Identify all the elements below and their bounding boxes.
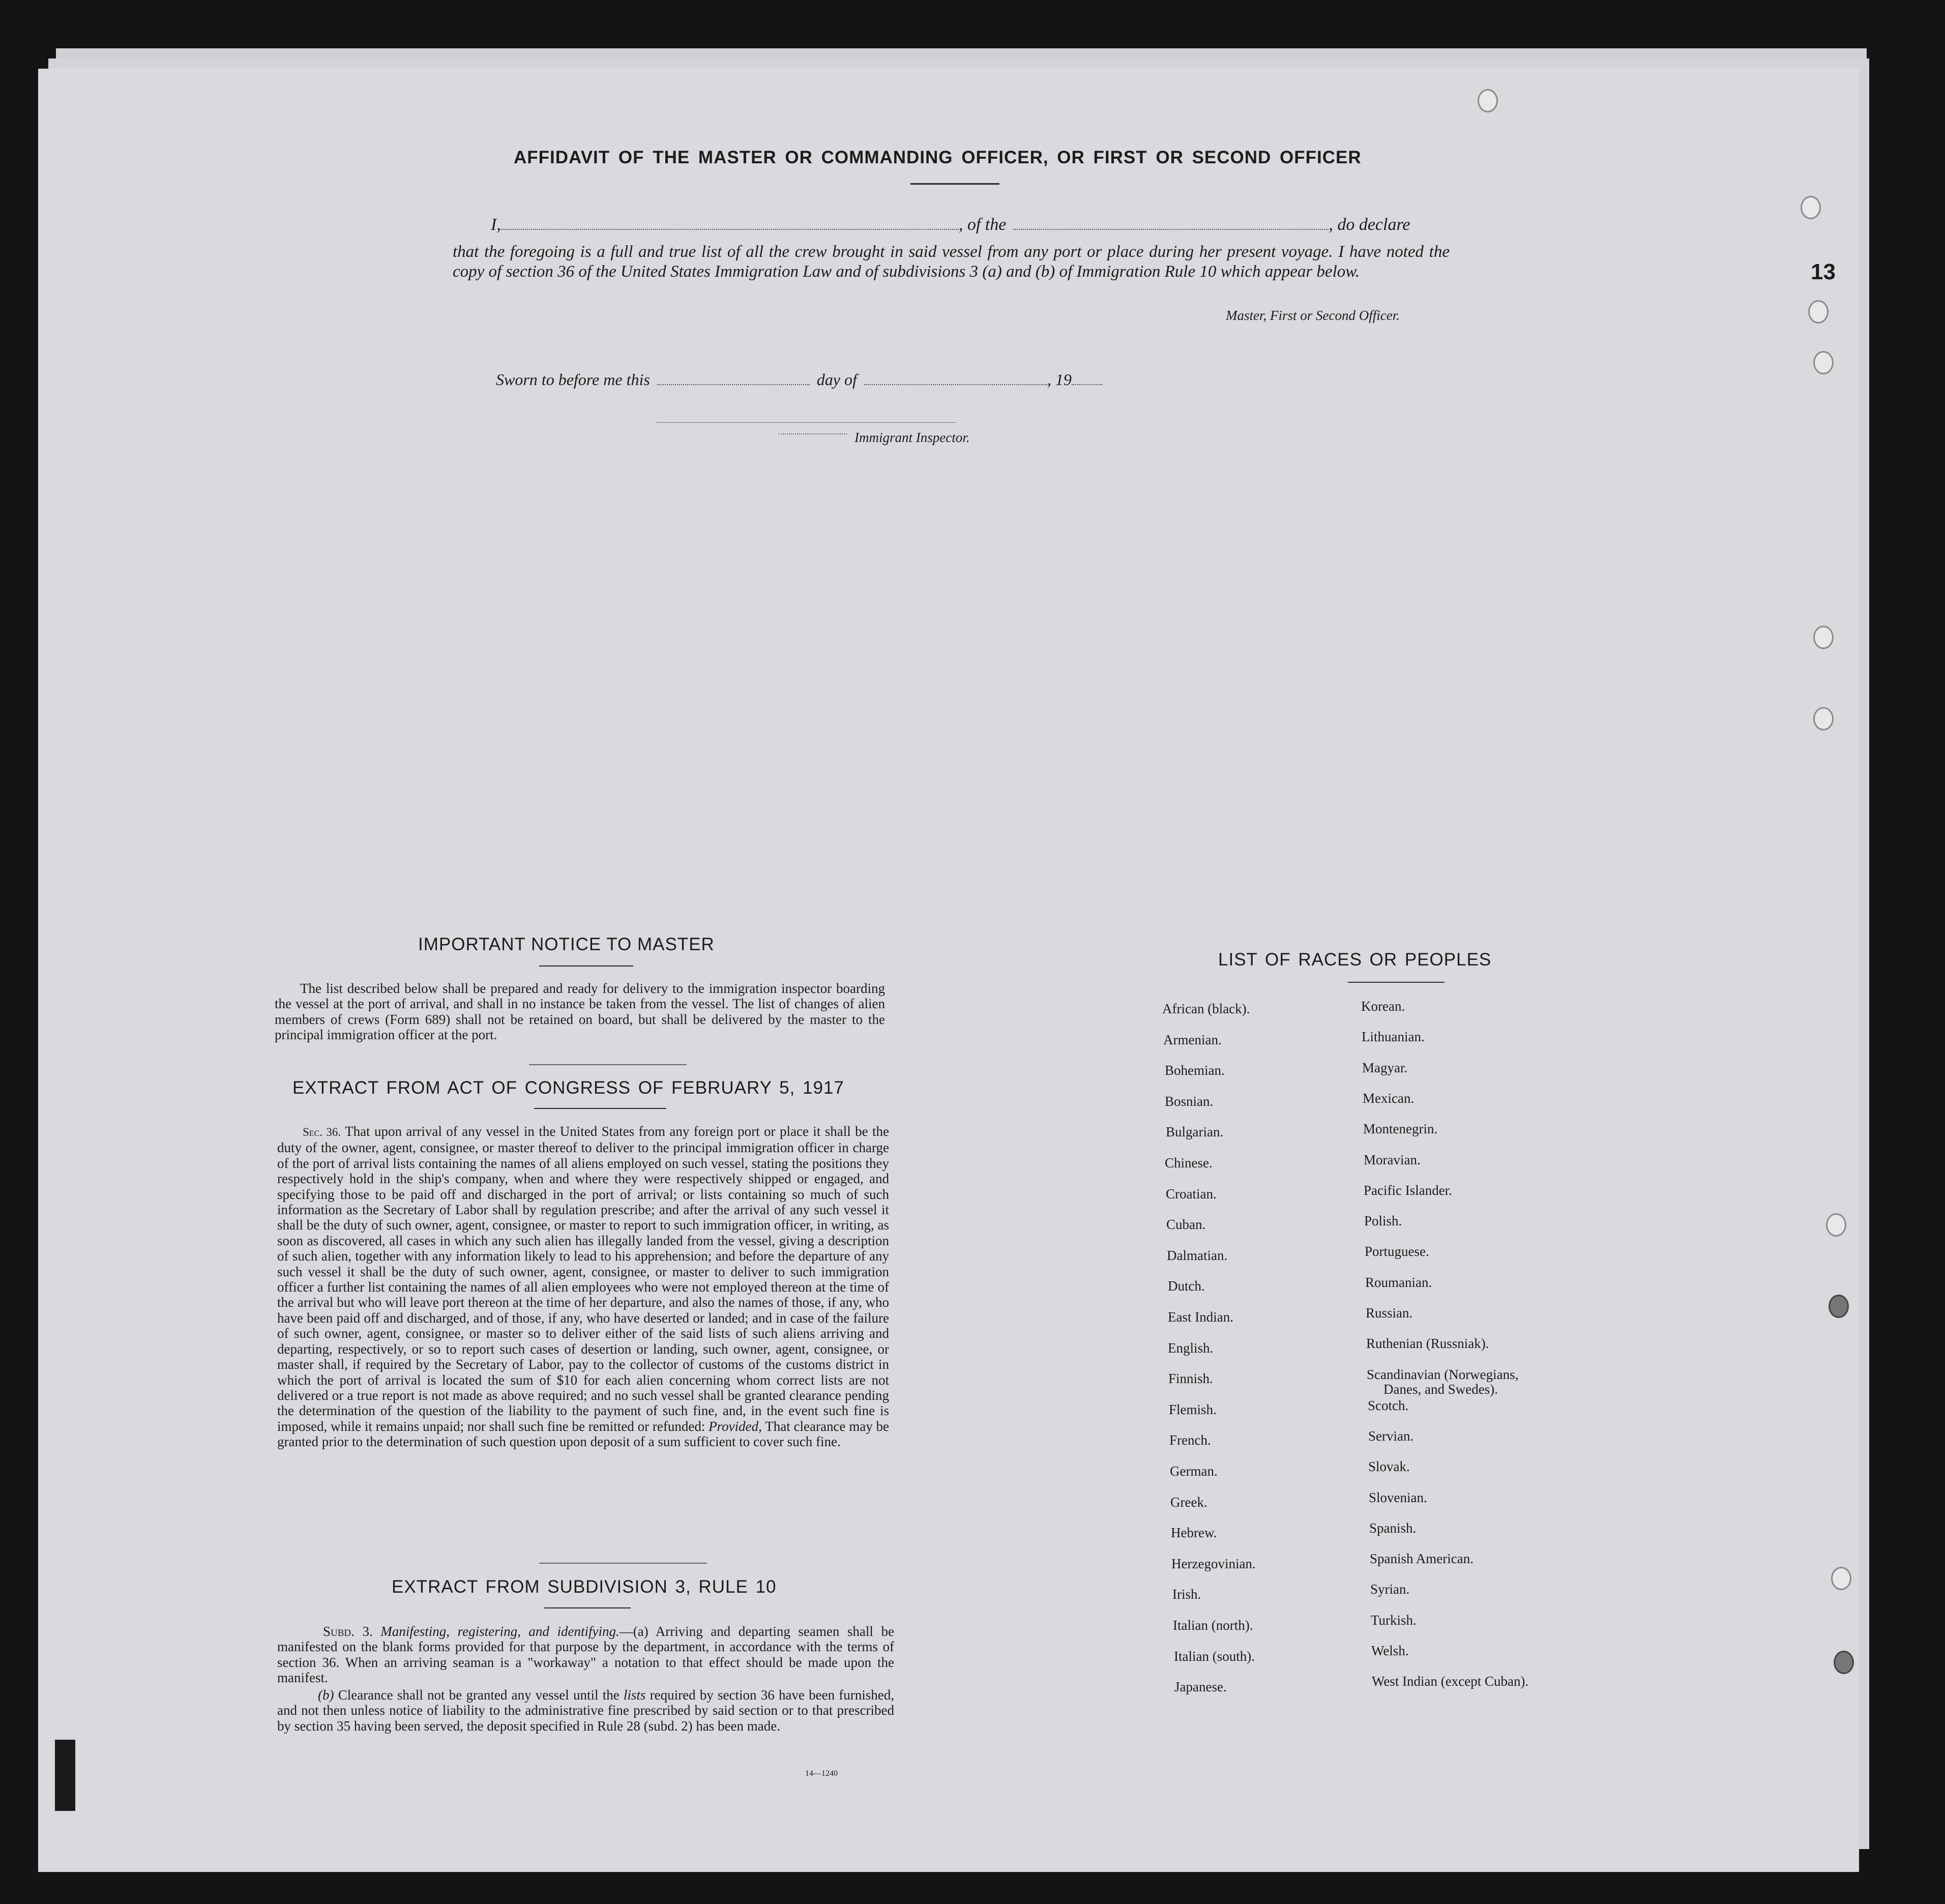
sec-label: Sec. 36. xyxy=(303,1126,341,1138)
rule-para-a xyxy=(277,1624,894,1686)
race-item: Slovak. xyxy=(1368,1459,1410,1475)
race-item: Magyar. xyxy=(1362,1060,1408,1075)
race-item: English. xyxy=(1168,1340,1214,1356)
sworn-prefix: Sworn to before me this xyxy=(496,370,650,389)
race-item: Spanish. xyxy=(1369,1520,1417,1536)
month-blank xyxy=(864,371,1047,385)
race-item: Danes, and Swedes). xyxy=(1383,1381,1498,1397)
race-item: Korean. xyxy=(1361,999,1405,1014)
binder-hole xyxy=(1834,1651,1854,1674)
binder-hole xyxy=(1808,300,1829,324)
race-item: Russian. xyxy=(1366,1305,1413,1321)
race-item: Polish. xyxy=(1364,1213,1402,1229)
race-item: Welsh. xyxy=(1371,1643,1409,1658)
race-item: Scotch. xyxy=(1368,1397,1409,1413)
sworn-line xyxy=(496,370,1102,389)
rule-para-b xyxy=(277,1687,894,1734)
race-item: Bohemian. xyxy=(1165,1063,1225,1078)
notice-title: IMPORTANT NOTICE TO MASTER xyxy=(418,934,715,954)
race-item: Mexican. xyxy=(1363,1090,1414,1106)
notice-divider xyxy=(529,1064,687,1065)
inspector-label: Immigrant Inspector. xyxy=(854,430,970,445)
para-b-text-1: Clearance shall not be granted any vessel until the xyxy=(338,1687,620,1703)
race-item: Herzegovinian. xyxy=(1171,1556,1256,1571)
race-item: Croatian. xyxy=(1166,1186,1217,1202)
act-divider xyxy=(539,1563,707,1564)
race-item: Irish. xyxy=(1172,1587,1201,1602)
race-item: Armenian. xyxy=(1163,1032,1222,1047)
race-item: Italian (north). xyxy=(1173,1618,1253,1633)
affidavit-do-declare: , do declare xyxy=(1329,215,1410,234)
affidavit-i: I, xyxy=(491,215,501,234)
race-item: Moravian. xyxy=(1364,1152,1421,1167)
inspector-dots xyxy=(778,433,847,434)
race-item: Pacific Islander. xyxy=(1364,1182,1452,1198)
race-item: Montenegrin. xyxy=(1363,1121,1438,1137)
race-item: Turkish. xyxy=(1371,1612,1417,1628)
para-b-label: (b) xyxy=(318,1687,334,1703)
affidavit-title: AFFIDAVIT OF THE MASTER OR COMMANDING OFFICER, OR FIRST OR SECOND OFFICER xyxy=(514,148,1362,167)
race-item: Portuguese. xyxy=(1365,1244,1429,1259)
day-blank xyxy=(657,371,810,385)
year-blank xyxy=(1072,371,1102,385)
race-item: Spanish American. xyxy=(1370,1551,1474,1567)
race-item: Servian. xyxy=(1368,1428,1414,1444)
race-item: Dalmatian. xyxy=(1167,1247,1228,1263)
edge-mark xyxy=(55,1740,75,1811)
race-item: Lithuanian. xyxy=(1362,1029,1425,1045)
binder-hole xyxy=(1801,196,1821,219)
race-item: Finnish. xyxy=(1168,1371,1213,1387)
notice-rule xyxy=(539,965,633,966)
affidavit-signature-label: Master, First or Second Officer. xyxy=(1226,308,1400,323)
race-item: Bosnian. xyxy=(1165,1093,1214,1109)
binder-hole xyxy=(1813,707,1834,730)
race-item: Syrian. xyxy=(1370,1581,1410,1597)
subd-label: Subd. 3. xyxy=(323,1624,373,1639)
act-rule xyxy=(534,1108,666,1109)
race-item: Bulgarian. xyxy=(1166,1124,1224,1140)
race-item: Chinese. xyxy=(1165,1155,1213,1170)
para-a-text: —(a) Arriving and departing seamen shall be manifested on the blank forms provided for that purpose by the department, in accordance with the terms of section 36. When an arriving seaman is a "workaway" a notation to that effect should be made upon the manifest. xyxy=(277,1624,894,1686)
race-item: Scandinavian (Norwegians, xyxy=(1367,1366,1519,1382)
act-title: EXTRACT FROM ACT OF CONGRESS OF FEBRUARY 5, 1917 xyxy=(292,1078,844,1098)
affidavit-of-the: , of the xyxy=(958,215,1007,234)
race-item: Hebrew. xyxy=(1171,1525,1217,1541)
inspector-signature-line xyxy=(656,422,956,423)
binder-hole xyxy=(1813,351,1834,374)
binder-hole xyxy=(1813,626,1834,649)
notice-body: The list described below shall be prepared and ready for delivery to the immigration inspector boarding the vessel at the port of arrival, and shall in no instance be taken from the vessel. The list of changes of alien members of crews (Form 689) shall not be retained on board, but shall be delivered by the master to the principal immigration officer at the port. xyxy=(275,981,885,1043)
race-item: Roumanian. xyxy=(1365,1274,1432,1290)
race-item: Cuban. xyxy=(1166,1217,1206,1233)
race-item: East Indian. xyxy=(1168,1309,1233,1325)
form-number: 14—1240 xyxy=(805,1769,838,1778)
races-title: LIST OF RACES OR PEOPLES xyxy=(1218,950,1492,970)
name-blank xyxy=(501,216,959,230)
race-item: Japanese. xyxy=(1174,1679,1227,1695)
rule-title-rule xyxy=(544,1607,631,1608)
subd-heading: Manifesting, registering, and identifying. xyxy=(380,1624,620,1639)
binder-hole xyxy=(1478,89,1498,112)
provided-body: That clearance may be granted prior to the determination of such question upon deposit of a sum sufficient to cover such fine. xyxy=(277,1418,890,1450)
race-item: African (black). xyxy=(1162,1001,1250,1016)
binder-hole xyxy=(1826,1213,1846,1237)
document-page xyxy=(38,69,1859,1872)
race-item: West Indian (except Cuban). xyxy=(1372,1674,1529,1689)
page-mark: 13 xyxy=(1811,259,1836,284)
binder-hole xyxy=(1831,1567,1851,1590)
day-of: day of xyxy=(816,370,857,389)
race-item: German. xyxy=(1170,1463,1218,1479)
race-item: Italian (south). xyxy=(1174,1648,1255,1664)
act-body xyxy=(277,1124,889,1450)
race-item: Flemish. xyxy=(1169,1401,1217,1417)
sec-body: That upon arrival of any vessel in the United States from any foreign port or place it shall be the duty of the owner, agent, consignee, or master thereof to deliver to the principal immigration officer in charge of the port of arrival lists containing the names of all aliens employed on such vessel, stating the positions they respectively hold in the ship's company, when and where they were respectively shipped or engaged, and specifying those to be paid off and discharged in the port of arrival; or lists containing so much of such information as the Secretary of Labor shall by regulation prescribe; and after the arrival of any such vessel it shall be the duty of such owner, agent, consignee, or master to report to such immigration officer, in writing, as soon as discovered, all cases in which any such alien has illegally landed from the vessel, giving a description of such alien, together with any information likely to lead to his apprehension; and before the departure of any such vessel it shall be the duty of such owner, agent, consignee, or master to deliver to such immigration officer a further list containing the names of all alien employees who were not employed thereon at the time of the arrival but who will leave port thereon at the time of her departure, and also the names of those, if any, who have been paid off and discharged, and of those, if any, who have deserted or landed; and in case of the failure of such owner, agent, consignee, or master so to deliver either of the said lists of such aliens arriving and departing, respectively, or so to report such cases of desertion or landing, such owner, agent, consignee, or master shall, if required by the Secretary of Labor, pay to the collector of customs of the customs district in which the port of arrival is located the sum of $10 for each alien concerning whom correct lists are not delivered or a true report is not made as above required; and no such vessel shall be granted clearance pending the determination of the question of the liability to the payment of such fine, and, in the event such fine is imposed, while it remains unpaid; nor shall such fine be remitted or refunded: xyxy=(277,1124,889,1434)
title-rule xyxy=(910,183,999,185)
provided-label: Provided, xyxy=(709,1418,762,1434)
vessel-blank xyxy=(1013,216,1329,230)
binder-hole xyxy=(1829,1295,1849,1318)
race-item: Ruthenian (Russniak). xyxy=(1366,1336,1489,1352)
race-item: Slovenian. xyxy=(1369,1489,1427,1505)
affidavit-declaration-line xyxy=(491,215,1410,235)
para-b-lists: lists xyxy=(623,1687,646,1703)
races-rule xyxy=(1348,982,1445,983)
affidavit-body: that the foregoing is a full and true list of all the crew brought in said vessel from any port or place during her present voyage. I have noted the copy of section 36 of the United States Immigration Law and of subdivisions 3 (a) and (b) of Immigration Rule 10 which appear below. xyxy=(453,243,1450,281)
para-b-text-2: required by section 36 have been furnished, and not then unless notice of liability to the administrative fine prescribed by said section or to that prescribed by section 35 having been served, the deposit specified in Rule 28 (subd. 2) has been made. xyxy=(277,1687,895,1734)
year-prefix: , 19 xyxy=(1047,370,1072,389)
race-item: French. xyxy=(1169,1432,1211,1448)
race-item: Dutch. xyxy=(1168,1278,1205,1294)
rule-title: EXTRACT FROM SUBDIVISION 3, RULE 10 xyxy=(392,1577,777,1597)
race-item: Greek. xyxy=(1170,1494,1207,1510)
